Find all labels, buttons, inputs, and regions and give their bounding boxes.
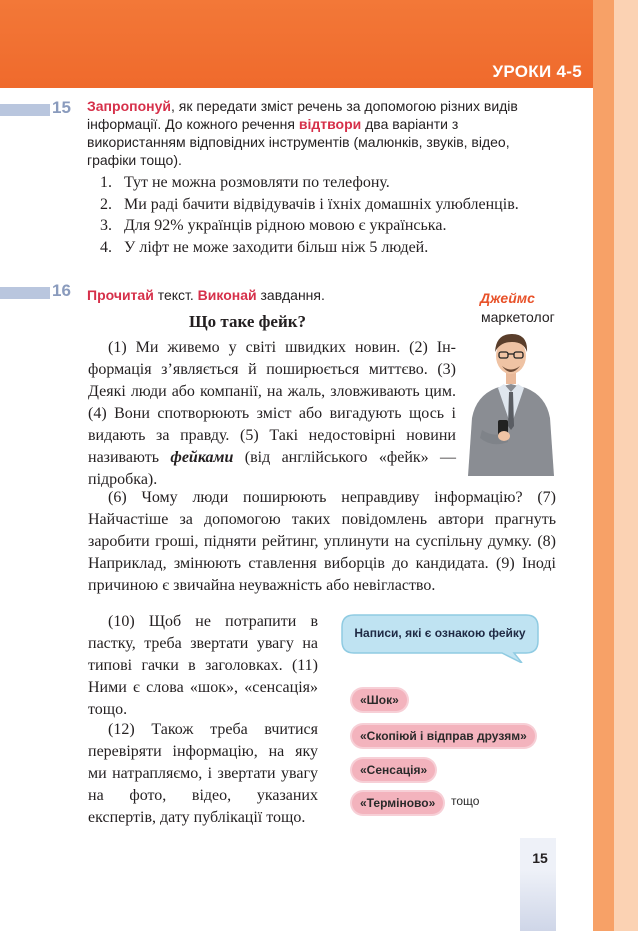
task-16-marker bbox=[0, 287, 50, 299]
task-15-list bbox=[100, 172, 556, 258]
paragraph-1-text: (1) Ми живемо у світі швидких новин. (2) Інформація з’являється й поширюється миттєво. (3) Деякі люди або компанії, на жаль, зловживають цим. (4) Вони спотворюють зміст або вигадують щось і видають за правду. (5) Такі недостовірні новини називають bbox=[88, 339, 456, 466]
list-item-text: Для 92% українців рідною мовою є українська. bbox=[124, 217, 447, 234]
list-item-number: 2. bbox=[100, 195, 112, 213]
task-15-verb2: відтвори bbox=[298, 116, 362, 132]
list-item bbox=[100, 237, 556, 259]
page-bar bbox=[520, 870, 556, 931]
paragraph-4: (12) Також треба вчитися перевіряти інформацію, на яку ми натрапляємо, і звертати увагу на фото, відео, указаних експертів, дату публікації тощо. bbox=[88, 721, 318, 826]
fake-sign-pill: «Скопіюй і відправ друзям» bbox=[352, 725, 535, 747]
list-item bbox=[100, 172, 556, 194]
paragraph-3: (10) Щоб не потрапити в пастку, треба звертати увагу на типові гачки в заголовках. (11) Ними є слова «шок», «сенсація» тощо. bbox=[88, 613, 318, 718]
bubble-text: Написи, які є ознакою фейку bbox=[354, 626, 526, 640]
side-bar bbox=[593, 0, 614, 931]
list-item-number: 3. bbox=[100, 217, 112, 234]
list-item-text: Ми раді бачити відвідувачів і їхніх домашніх улюбленців. bbox=[124, 195, 519, 213]
list-item-number: 4. bbox=[100, 238, 112, 256]
paragraph-1 bbox=[88, 337, 456, 491]
article-title: Що таке фейк? bbox=[189, 312, 307, 331]
task-16-text-mid: текст. bbox=[153, 287, 198, 303]
list-item-text: У ліфт не може заходити більш ніж 5 людей. bbox=[124, 238, 429, 256]
task-15-text-a: , як передати зміст речень за допомогою різних видів інформації. До кожного речення bbox=[87, 98, 518, 132]
fake-sign-pill: «Терміново» bbox=[352, 792, 443, 814]
paragraph-2: (6) Чому люди поширюють неправдиву інформацію? (7) Найчастіше за допомогою таких повідомлень автори прагнуть заробити гроші, підняти рейтинг, уплинути на суспільну думку. (8) Наприклад, змінюють ставлення виборців до кандидата. (9) Іноді причиною є звичайна неуважність або невігластво. bbox=[88, 489, 556, 594]
lesson-title: УРОКИ 4-5 bbox=[492, 62, 582, 81]
task-16-verb: Прочитай bbox=[87, 287, 154, 303]
task-15-number: 15 bbox=[52, 98, 71, 117]
list-item-text: Тут не можна розмовляти по телефону. bbox=[124, 174, 390, 191]
marketer-photo bbox=[466, 326, 556, 476]
task-15-verb: Запропонуй bbox=[87, 98, 171, 114]
page-number: 15 bbox=[532, 850, 548, 866]
fake-sign-pill: «Шок» bbox=[352, 689, 407, 711]
task-15-text-b: два варіанти з використанням відповідних інструментів (малюнків, звуків, відео, графіки тощо). bbox=[87, 116, 510, 168]
task-15-marker bbox=[0, 104, 50, 116]
paragraph-1-term: фейками bbox=[170, 449, 234, 466]
fake-sign-pill: «Сенсація» bbox=[352, 759, 435, 781]
speaker-role: маркетолог bbox=[481, 309, 555, 325]
side-bar-light bbox=[614, 0, 638, 931]
task-16-verb2: Виконай bbox=[197, 287, 257, 303]
task-16-instruction bbox=[87, 287, 325, 303]
speaker-name: Джеймс bbox=[480, 290, 535, 306]
tail-word: тощо bbox=[451, 794, 480, 808]
task-15-instruction bbox=[87, 97, 549, 169]
task-16-text-end: завдання. bbox=[256, 287, 325, 303]
list-item bbox=[100, 194, 556, 216]
task-16-number: 16 bbox=[52, 281, 71, 300]
list-item bbox=[100, 215, 556, 237]
paragraph-1-tail: (від англійського «фейк» — підробка). bbox=[88, 449, 456, 488]
list-item-number: 1. bbox=[100, 174, 112, 191]
